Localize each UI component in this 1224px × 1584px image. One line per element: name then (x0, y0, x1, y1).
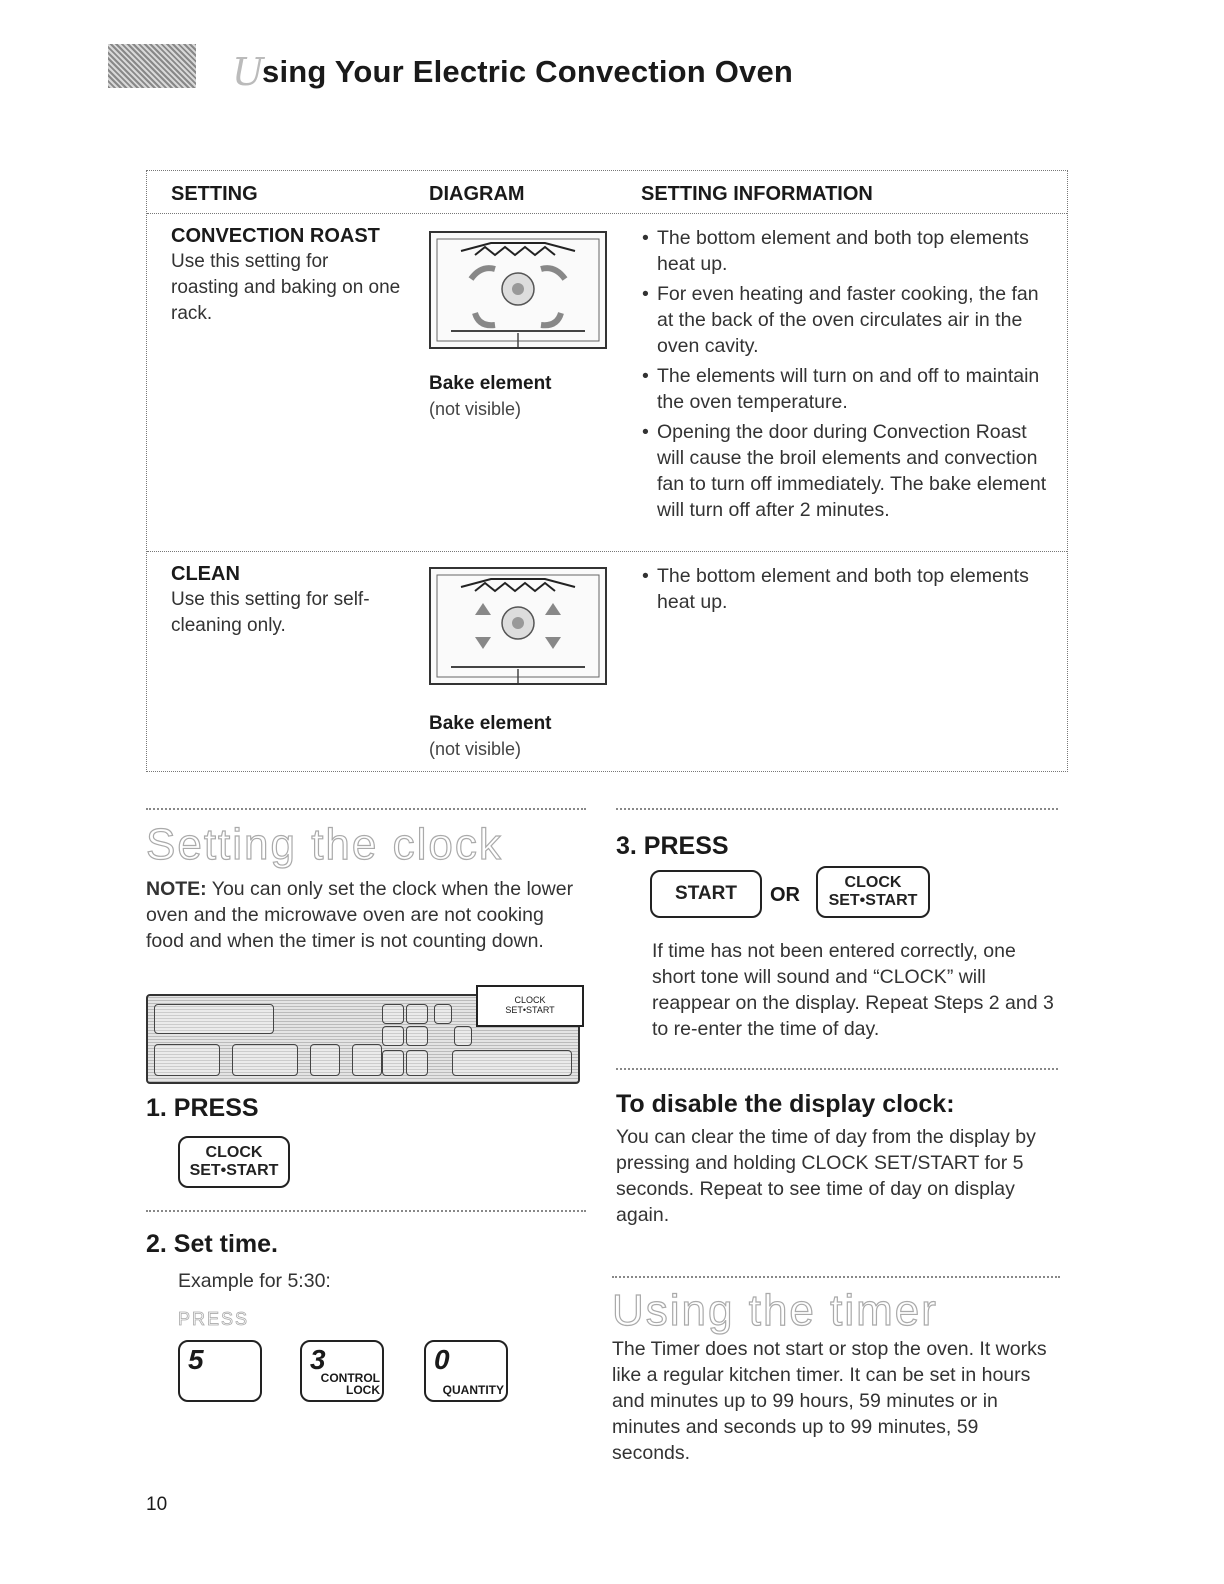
setting-desc-convection-roast: Use this setting for roasting and baking on one rack. (171, 251, 401, 324)
settings-table (146, 170, 1068, 772)
column-header-information: SETTING INFORMATION (641, 183, 873, 205)
disable-clock-text: You can clear the time of day from the display by pressing and holding CLOCK SET/START for 5 seconds. Repeat to see time of day on display again. (616, 1126, 1036, 1226)
setting-title-clean: CLEAN (171, 563, 240, 585)
section-divider (616, 1068, 1058, 1070)
header-divider (147, 213, 1067, 214)
section-divider (146, 808, 586, 810)
info-bullet: • Opening the door during Convection Roast will cause the broil elements and convection fan to turn off immediately. The bake element will turn off after 2 minutes. (639, 419, 1059, 523)
number-key-3[interactable]: 3 CONTROL LOCK (300, 1340, 384, 1402)
bake-element-note: (not visible) (429, 399, 522, 419)
start-key[interactable]: START (650, 870, 762, 918)
section-divider (612, 1276, 1060, 1278)
number-key-0[interactable]: 0 QUANTITY (424, 1340, 508, 1402)
clock-set-start-key[interactable]: CLOCK SET•START (178, 1136, 290, 1188)
oven-diagram-clean (429, 567, 607, 685)
setting-title-convection-roast: CONVECTION ROAST (171, 225, 380, 247)
header-pattern-bar (108, 44, 196, 88)
step-2-heading: 2. Set time. (146, 1230, 278, 1258)
step-3-heading: 3. PRESS (616, 832, 729, 860)
oven-cavity-icon (431, 233, 605, 347)
bake-element-note: (not visible) (429, 739, 522, 759)
info-bullet: • The bottom element and both top elements heat up. (639, 563, 1059, 615)
setting-info-convection-roast (639, 225, 1059, 527)
clock-note (146, 876, 586, 954)
bake-element-label: Bake element (429, 373, 552, 394)
section-heading-clock: Setting the clock (146, 820, 503, 869)
section-divider (616, 808, 1058, 810)
oven-cavity-icon (431, 569, 605, 683)
number-key-5[interactable]: 5 (178, 1340, 262, 1402)
or-text: OR (770, 884, 800, 906)
lock-icon-label: CONTROL LOCK (320, 1371, 380, 1397)
step-3-text: If time has not been entered correctly, one short tone will sound and “CLOCK” will reappear on the display. Repeat Steps 2 and 3 to re-enter the time of day. (652, 940, 1054, 1040)
step-2-example: Example for 5:30: (178, 1270, 331, 1292)
step-1-heading: 1. PRESS (146, 1094, 259, 1122)
section-divider (146, 1210, 586, 1212)
column-header-diagram: DIAGRAM (429, 183, 525, 205)
info-bullet: • The bottom element and both top elements heat up. (639, 225, 1059, 277)
info-bullet: • For even heating and faster cooking, the fan at the back of the oven circulates air in the oven cavity. (639, 281, 1059, 359)
setting-desc-clean: Use this setting for self-cleaning only. (171, 589, 370, 636)
press-label: PRESS (178, 1309, 250, 1329)
section-heading-timer: Using the timer (612, 1286, 938, 1335)
setting-info-clean (639, 563, 1059, 619)
bake-element-label: Bake element (429, 713, 552, 734)
info-bullet: • The elements will turn on and off to maintain the oven temperature. (639, 363, 1059, 415)
page-number: 10 (146, 1494, 168, 1515)
column-header-setting: SETTING (171, 183, 258, 205)
note-text: You can only set the clock when the lower oven and the microwave oven are not cooking food and when the timer is not counting down. (146, 878, 574, 952)
timer-text: The Timer does not start or stop the oven. It works like a regular kitchen timer. It can be set in hours and minutes up to 99 hours, 59 minutes or in minutes and seconds up to 99 minutes, 59 seconds. (612, 1338, 1047, 1464)
clock-set-start-panel-key: CLOCK SET•START (476, 985, 584, 1027)
oven-diagram-convection-roast (429, 231, 607, 349)
page-title: sing Your Electric Convection Oven (262, 54, 794, 89)
disable-clock-heading: To disable the display clock: (616, 1090, 955, 1118)
clock-set-start-key[interactable]: CLOCK SET•START (816, 866, 930, 918)
title-initial: U (232, 50, 265, 94)
note-label: NOTE: (146, 878, 207, 900)
row-divider (147, 551, 1067, 552)
